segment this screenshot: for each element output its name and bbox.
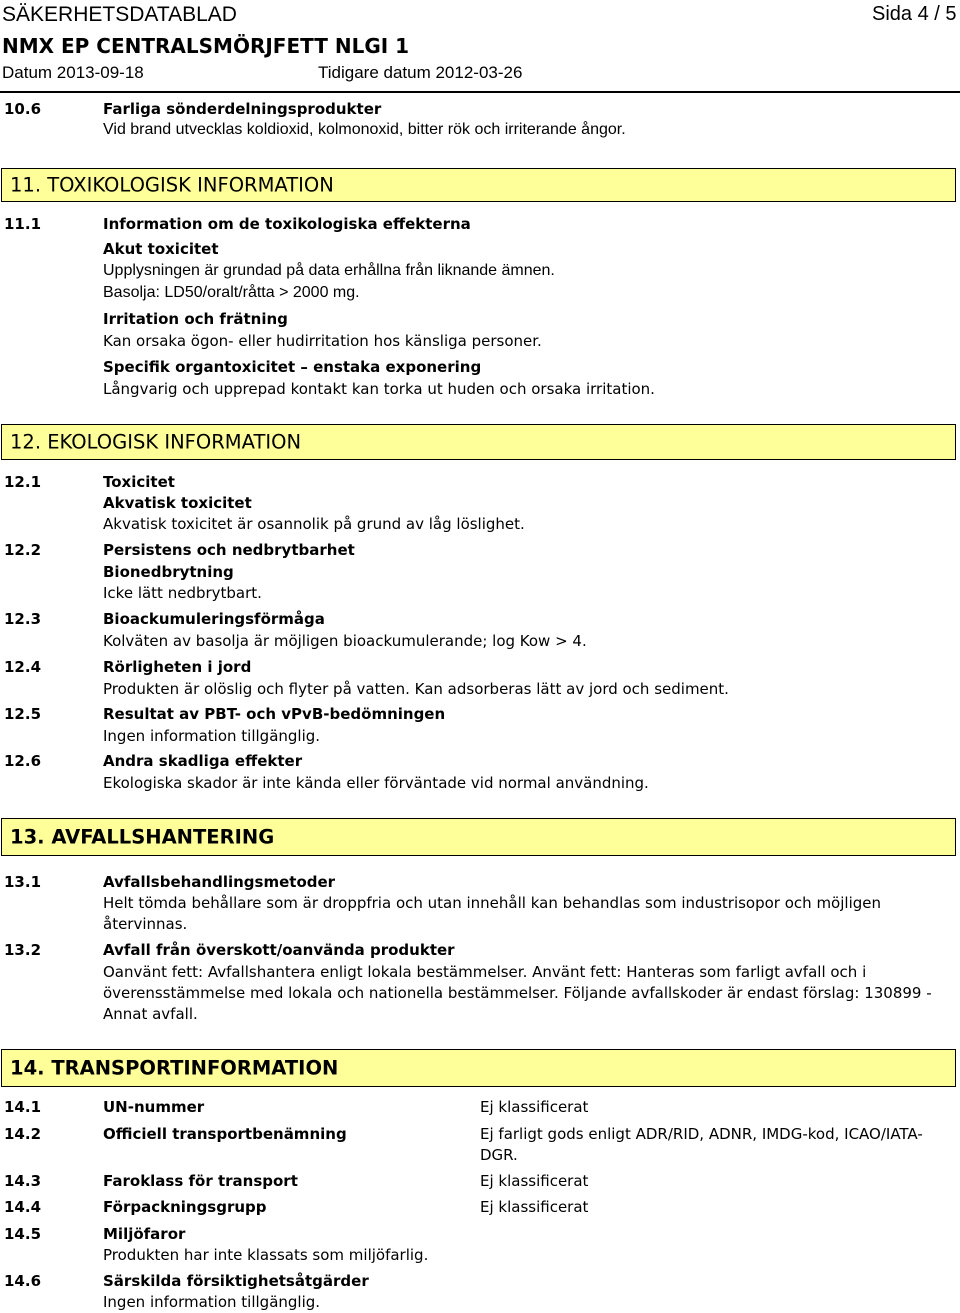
section-12-3-title: Bioackumuleringsförmåga bbox=[103, 610, 325, 628]
section-12-5-title: Resultat av PBT- och vPvB-bedömningen bbox=[103, 705, 446, 723]
section-11-heading-text: 11. TOXIKOLOGISK INFORMATION bbox=[10, 173, 334, 197]
section-14-6-title: Särskilda försiktighetsåtgärder bbox=[103, 1272, 369, 1290]
section-12-6-text: Ekologiska skador är inte kända eller förväntade vid normal användning. bbox=[103, 774, 649, 792]
section-14-5-title: Miljöfaror bbox=[103, 1225, 186, 1243]
section-10-6-number: 10.6 bbox=[4, 100, 42, 118]
section-14-2-title: Officiell transportbenämning bbox=[103, 1125, 347, 1143]
section-13-1-text-line2: återvinnas. bbox=[103, 915, 188, 933]
revision-date: Datum 2013-09-18 bbox=[2, 63, 144, 82]
section-14-5-number: 14.5 bbox=[4, 1225, 42, 1243]
section-12-1-text: Akvatisk toxicitet är osannolik på grund av låg löslighet. bbox=[103, 515, 525, 533]
section-14-6-text: Ingen information tillgänglig. bbox=[103, 1293, 321, 1311]
section-14-4-value: Ej klassificerat bbox=[480, 1198, 589, 1216]
section-14-1-title: UN-nummer bbox=[103, 1098, 205, 1116]
acute-toxicity-title: Akut toxicitet bbox=[103, 240, 219, 258]
section-12-5-number: 12.5 bbox=[4, 705, 42, 723]
section-14-1-value: Ej klassificerat bbox=[480, 1098, 589, 1116]
section-12-1-title: Toxicitet bbox=[103, 473, 175, 491]
section-12-heading-text: 12. EKOLOGISK INFORMATION bbox=[10, 430, 302, 454]
section-12-1-subtitle: Akvatisk toxicitet bbox=[103, 494, 252, 512]
section-13-2-text-line3: Annat avfall. bbox=[103, 1005, 198, 1023]
section-12-4-title: Rörligheten i jord bbox=[103, 658, 252, 676]
acute-toxicity-text: Upplysningen är grundad på data erhållna från liknande ämnen. bbox=[103, 262, 555, 279]
irritation-title: Irritation och frätning bbox=[103, 310, 288, 328]
section-12-5-text: Ingen information tillgänglig. bbox=[103, 727, 321, 745]
section-12-heading bbox=[1, 424, 956, 460]
section-12-4-number: 12.4 bbox=[4, 658, 42, 676]
section-13-heading-text: 13. AVFALLSHANTERING bbox=[10, 825, 275, 849]
section-14-2-value-cont: DGR. bbox=[480, 1146, 518, 1164]
section-13-2-title: Avfall från överskott/oanvända produkter bbox=[103, 941, 455, 959]
section-14-2-value: Ej farligt gods enligt ADR/RID, ADNR, IMDG-kod, ICAO/IATA- bbox=[480, 1125, 923, 1143]
section-10-6-title: Farliga sönderdelningsprodukter bbox=[103, 100, 382, 118]
section-14-1-number: 14.1 bbox=[4, 1098, 42, 1116]
section-11-1-title: Information om de toxikologiska effekterna bbox=[103, 215, 471, 233]
section-12-2-title: Persistens och nedbrytbarhet bbox=[103, 541, 355, 559]
stot-text: Långvarig och upprepad kontakt kan torka ut huden och orsaka irritation. bbox=[103, 380, 655, 398]
section-14-4-number: 14.4 bbox=[4, 1198, 42, 1216]
section-12-2-text: Icke lätt nedbrytbart. bbox=[103, 584, 262, 602]
section-12-6-number: 12.6 bbox=[4, 752, 42, 770]
section-14-heading-text: 14. TRANSPORTINFORMATION bbox=[10, 1056, 339, 1080]
section-12-1-number: 12.1 bbox=[4, 473, 42, 491]
section-14-6-number: 14.6 bbox=[4, 1272, 42, 1290]
section-12-2-number: 12.2 bbox=[4, 541, 42, 559]
section-13-2-number: 13.2 bbox=[4, 941, 42, 959]
page-number: Sida 4 / 5 bbox=[872, 3, 957, 25]
section-13-1-text-line1: Helt tömda behållare som är droppfria och utan innehåll kan behandlas som industrisopor och möjligen bbox=[103, 894, 881, 912]
section-14-3-value: Ej klassificerat bbox=[480, 1172, 589, 1190]
previous-date: Tidigare datum 2012-03-26 bbox=[318, 63, 523, 82]
section-13-1-number: 13.1 bbox=[4, 873, 42, 891]
section-12-6-title: Andra skadliga effekter bbox=[103, 752, 303, 770]
acute-toxicity-ld50: Basolja: LD50/oralt/råtta > 2000 mg. bbox=[103, 284, 360, 301]
section-12-4-text: Produkten är olöslig och flyter på vatten. Kan adsorberas lätt av jord och sediment. bbox=[103, 680, 729, 698]
section-10-6-text: Vid brand utvecklas koldioxid, kolmonoxid, bitter rök och irriterande ångor. bbox=[103, 121, 626, 138]
header-divider bbox=[0, 91, 960, 93]
section-14-2-number: 14.2 bbox=[4, 1125, 42, 1143]
stot-title: Specifik organtoxicitet – enstaka exponering bbox=[103, 358, 482, 376]
section-11-1-number: 11.1 bbox=[4, 215, 42, 233]
section-13-2-text-line2: överensstämmelse med lokala och nationella bestämmelser. Följande avfallskoder är endast förslag: 130899 - bbox=[103, 984, 932, 1002]
section-14-3-number: 14.3 bbox=[4, 1172, 42, 1190]
section-11-heading bbox=[1, 168, 956, 202]
section-13-1-title: Avfallsbehandlingsmetoder bbox=[103, 873, 336, 891]
section-14-heading bbox=[1, 1049, 956, 1087]
section-12-3-number: 12.3 bbox=[4, 610, 42, 628]
section-12-3-text: Kolväten av basolja är möjligen bioackumulerande; log Kow > 4. bbox=[103, 632, 587, 650]
section-12-2-subtitle: Bionedbrytning bbox=[103, 563, 234, 581]
product-name: NMX EP CENTRALSMÖRJFETT NLGI 1 bbox=[2, 34, 410, 58]
section-13-2-text-line1: Oanvänt fett: Avfallshantera enligt lokala bestämmelser. Använt fett: Hanteras som farligt avfall och i bbox=[103, 963, 867, 981]
document-title: SÄKERHETSDATABLAD bbox=[2, 3, 237, 26]
section-14-4-title: Förpackningsgrupp bbox=[103, 1198, 267, 1216]
irritation-text: Kan orsaka ögon- eller hudirritation hos känsliga personer. bbox=[103, 332, 542, 350]
section-14-3-title: Faroklass för transport bbox=[103, 1172, 298, 1190]
section-13-heading bbox=[1, 818, 956, 856]
section-14-5-text: Produkten har inte klassats som miljöfarlig. bbox=[103, 1246, 429, 1264]
